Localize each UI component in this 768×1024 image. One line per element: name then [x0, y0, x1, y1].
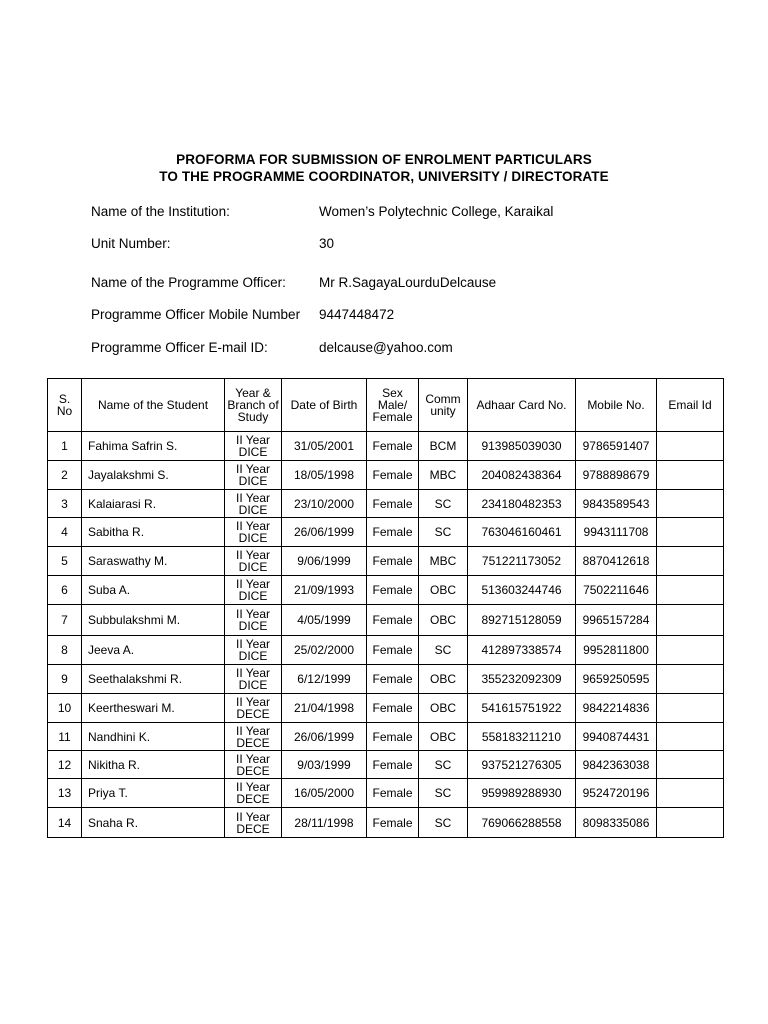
- cell-student-name: Sabitha R.: [82, 518, 225, 547]
- cell-sex: Female: [367, 432, 419, 461]
- cell-student-name: Priya T.: [82, 779, 225, 808]
- cell-aadhar: 204082438364: [468, 461, 576, 490]
- cell-sex: Female: [367, 576, 419, 605]
- cell-email: [657, 751, 724, 779]
- cell-branch: DICE: [238, 589, 268, 603]
- cell-date-of-birth: 6/12/1999: [282, 665, 367, 694]
- cell-community: SC: [419, 518, 468, 547]
- cell-branch: DICE: [238, 649, 268, 663]
- cell-aadhar: 751221173052: [468, 547, 576, 576]
- cell-sex: Female: [367, 779, 419, 808]
- cell-sno: 5: [48, 547, 82, 576]
- table-row: [48, 461, 724, 490]
- table-body: [48, 432, 724, 838]
- cell-mobile: 9524720196: [576, 779, 657, 808]
- cell-mobile: 9952811800: [576, 636, 657, 665]
- cell-year: II Year: [235, 462, 271, 476]
- cell-year-branch: [225, 694, 282, 723]
- cell-email: [657, 547, 724, 576]
- cell-mobile: 9943111708: [576, 518, 657, 547]
- header-student-name: Name of the Student: [82, 379, 225, 432]
- officer-email-label: Programme Officer E-mail ID:: [91, 340, 268, 355]
- cell-aadhar: 234180482353: [468, 490, 576, 518]
- cell-mobile: 7502211646: [576, 576, 657, 605]
- cell-mobile: 9965157284: [576, 605, 657, 636]
- cell-year-branch: [225, 751, 282, 779]
- cell-mobile: 9788898679: [576, 461, 657, 490]
- cell-email: [657, 461, 724, 490]
- cell-email: [657, 779, 724, 808]
- cell-mobile: 9843589543: [576, 490, 657, 518]
- officer-email-value: delcause@yahoo.com: [319, 340, 453, 355]
- cell-branch: DICE: [238, 531, 268, 545]
- unit-number-value: 30: [319, 236, 335, 251]
- cell-year: II Year: [235, 780, 271, 794]
- cell-year: II Year: [235, 433, 271, 447]
- table-row: [48, 636, 724, 665]
- cell-aadhar: 541615751922: [468, 694, 576, 723]
- cell-aadhar: 913985039030: [468, 432, 576, 461]
- cell-community: OBC: [419, 576, 468, 605]
- institution-label: Name of the Institution:: [91, 204, 230, 219]
- cell-aadhar: 892715128059: [468, 605, 576, 636]
- cell-year-branch: [225, 461, 282, 490]
- cell-mobile: 9659250595: [576, 665, 657, 694]
- officer-mobile-label: Programme Officer Mobile Number: [91, 307, 301, 322]
- cell-sno: 12: [48, 751, 82, 779]
- cell-sex: Female: [367, 636, 419, 665]
- cell-sno: 6: [48, 576, 82, 605]
- cell-year: II Year: [235, 577, 271, 591]
- header-sno: S. No: [48, 379, 82, 432]
- cell-branch: DECE: [236, 707, 270, 721]
- cell-date-of-birth: 26/06/1999: [282, 723, 367, 751]
- cell-sex: Female: [367, 723, 419, 751]
- cell-email: [657, 518, 724, 547]
- cell-aadhar: 937521276305: [468, 751, 576, 779]
- cell-community: OBC: [419, 723, 468, 751]
- cell-branch: DICE: [238, 502, 268, 517]
- cell-email: [657, 490, 724, 518]
- cell-community: OBC: [419, 665, 468, 694]
- cell-year: II Year: [235, 666, 271, 680]
- table-row: [48, 808, 724, 838]
- cell-year: II Year: [235, 751, 271, 766]
- cell-sex: Female: [367, 490, 419, 518]
- cell-year: II Year: [235, 809, 271, 824]
- document-title-line-1: PROFORMA FOR SUBMISSION OF ENROLMENT PARTICULARS: [176, 152, 592, 167]
- cell-mobile: 9842363038: [576, 751, 657, 779]
- cell-sno: 13: [48, 779, 82, 808]
- cell-date-of-birth: 21/04/1998: [282, 694, 367, 723]
- table-row: [48, 694, 724, 723]
- cell-year-branch: [225, 636, 282, 665]
- header-year-branch: Year & Branch of Study: [225, 379, 282, 432]
- cell-sno: 8: [48, 636, 82, 665]
- cell-community: SC: [419, 636, 468, 665]
- cell-sno: 14: [48, 808, 82, 838]
- cell-year: II Year: [235, 490, 271, 505]
- cell-sex: Female: [367, 665, 419, 694]
- cell-branch: DICE: [238, 445, 268, 459]
- cell-date-of-birth: 26/06/1999: [282, 518, 367, 547]
- cell-aadhar: 355232092309: [468, 665, 576, 694]
- cell-sex: Female: [367, 547, 419, 576]
- cell-branch: DECE: [236, 735, 270, 750]
- cell-community: BCM: [419, 432, 468, 461]
- table-row: [48, 576, 724, 605]
- cell-student-name: Subbulakshmi M.: [82, 605, 225, 636]
- cell-year: II Year: [235, 607, 271, 621]
- cell-student-name: Suba A.: [82, 576, 225, 605]
- cell-year-branch: [225, 808, 282, 838]
- cell-sno: 10: [48, 694, 82, 723]
- cell-branch: DICE: [238, 619, 268, 633]
- cell-mobile: 8870412618: [576, 547, 657, 576]
- cell-sno: 2: [48, 461, 82, 490]
- table-row: [48, 518, 724, 547]
- cell-sex: Female: [367, 694, 419, 723]
- cell-sno: 3: [48, 490, 82, 518]
- cell-aadhar: 769066288558: [468, 808, 576, 838]
- cell-email: [657, 636, 724, 665]
- cell-community: SC: [419, 779, 468, 808]
- cell-student-name: Jeeva A.: [82, 636, 225, 665]
- cell-mobile: 8098335086: [576, 808, 657, 838]
- cell-sno: 4: [48, 518, 82, 547]
- cell-date-of-birth: 9/06/1999: [282, 547, 367, 576]
- cell-email: [657, 723, 724, 751]
- header-email: Email Id: [657, 379, 724, 432]
- unit-number-label: Unit Number:: [91, 236, 171, 251]
- enrolment-table: [47, 378, 724, 838]
- cell-sex: Female: [367, 751, 419, 779]
- cell-community: MBC: [419, 547, 468, 576]
- cell-year-branch: [225, 518, 282, 547]
- cell-branch: DICE: [238, 678, 268, 692]
- cell-year: II Year: [235, 637, 271, 651]
- table-row: [48, 779, 724, 808]
- cell-year: II Year: [235, 548, 271, 562]
- cell-year-branch: [225, 576, 282, 605]
- cell-year-branch: [225, 723, 282, 751]
- cell-community: OBC: [419, 605, 468, 636]
- institution-value: Women’s Polytechnic College, Karaikal: [319, 204, 554, 219]
- cell-email: [657, 605, 724, 636]
- cell-branch: DECE: [236, 792, 270, 806]
- cell-email: [657, 576, 724, 605]
- cell-email: [657, 432, 724, 461]
- table-row: [48, 605, 724, 636]
- cell-community: OBC: [419, 694, 468, 723]
- table-row: [48, 490, 724, 518]
- cell-student-name: Nandhini K.: [82, 723, 225, 751]
- cell-student-name: Jayalakshmi S.: [82, 461, 225, 490]
- table-row: [48, 432, 724, 461]
- cell-sex: Female: [367, 518, 419, 547]
- cell-email: [657, 665, 724, 694]
- table-row: [48, 547, 724, 576]
- table-row: [48, 723, 724, 751]
- cell-year: II Year: [235, 519, 271, 533]
- cell-student-name: Nikitha R.: [82, 751, 225, 779]
- cell-student-name: Fahima Safrin S.: [82, 432, 225, 461]
- header-aadhar: Adhaar Card No.: [468, 379, 576, 432]
- header-community: Comm unity: [419, 379, 468, 432]
- cell-date-of-birth: 4/05/1999: [282, 605, 367, 636]
- cell-year-branch: [225, 490, 282, 518]
- officer-mobile-value: 9447448472: [319, 307, 395, 322]
- cell-sno: 11: [48, 723, 82, 751]
- document-title-line-2: TO THE PROGRAMME COORDINATOR, UNIVERSITY / DIRECTORATE: [159, 169, 609, 184]
- programme-officer-label: Name of the Programme Officer:: [91, 275, 286, 290]
- header-date-of-birth: Date of Birth: [282, 379, 367, 432]
- cell-student-name: Snaha R.: [82, 808, 225, 838]
- cell-sno: 9: [48, 665, 82, 694]
- cell-year-branch: [225, 605, 282, 636]
- cell-community: SC: [419, 490, 468, 518]
- cell-student-name: Seethalakshmi R.: [82, 665, 225, 694]
- cell-branch: DICE: [238, 474, 268, 488]
- cell-mobile: 9786591407: [576, 432, 657, 461]
- cell-date-of-birth: 28/11/1998: [282, 808, 367, 838]
- cell-student-name: Saraswathy M.: [82, 547, 225, 576]
- cell-mobile: 9842214836: [576, 694, 657, 723]
- table-row: [48, 751, 724, 779]
- table-header-row: [48, 379, 724, 432]
- cell-date-of-birth: 18/05/1998: [282, 461, 367, 490]
- cell-sex: Female: [367, 461, 419, 490]
- cell-community: SC: [419, 808, 468, 838]
- cell-date-of-birth: 21/09/1993: [282, 576, 367, 605]
- cell-sno: 1: [48, 432, 82, 461]
- programme-officer-value: Mr R.SagayaLourduDelcause: [319, 275, 497, 290]
- cell-aadhar: 959989288930: [468, 779, 576, 808]
- cell-student-name: Keertheswari M.: [82, 694, 225, 723]
- cell-year: II Year: [235, 723, 271, 738]
- cell-date-of-birth: 25/02/2000: [282, 636, 367, 665]
- cell-sex: Female: [367, 605, 419, 636]
- header-sex: Sex Male/ Female: [367, 379, 419, 432]
- cell-aadhar: 763046160461: [468, 518, 576, 547]
- cell-sno: 7: [48, 605, 82, 636]
- cell-community: SC: [419, 751, 468, 779]
- cell-community: MBC: [419, 461, 468, 490]
- cell-sex: Female: [367, 808, 419, 838]
- cell-branch: DICE: [238, 560, 268, 574]
- cell-year-branch: [225, 665, 282, 694]
- header-mobile: Mobile No.: [576, 379, 657, 432]
- cell-date-of-birth: 9/03/1999: [282, 751, 367, 779]
- cell-date-of-birth: 23/10/2000: [282, 490, 367, 518]
- cell-year-branch: [225, 432, 282, 461]
- cell-mobile: 9940874431: [576, 723, 657, 751]
- cell-year-branch: [225, 547, 282, 576]
- cell-branch: DECE: [236, 763, 270, 778]
- cell-year: II Year: [235, 695, 271, 709]
- cell-aadhar: 513603244746: [468, 576, 576, 605]
- cell-email: [657, 694, 724, 723]
- cell-date-of-birth: 31/05/2001: [282, 432, 367, 461]
- cell-branch: DECE: [236, 821, 270, 836]
- table-row: [48, 665, 724, 694]
- cell-student-name: Kalaiarasi R.: [82, 490, 225, 518]
- cell-aadhar: 412897338574: [468, 636, 576, 665]
- cell-date-of-birth: 16/05/2000: [282, 779, 367, 808]
- cell-aadhar: 558183211210: [468, 723, 576, 751]
- cell-year-branch: [225, 779, 282, 808]
- cell-email: [657, 808, 724, 838]
